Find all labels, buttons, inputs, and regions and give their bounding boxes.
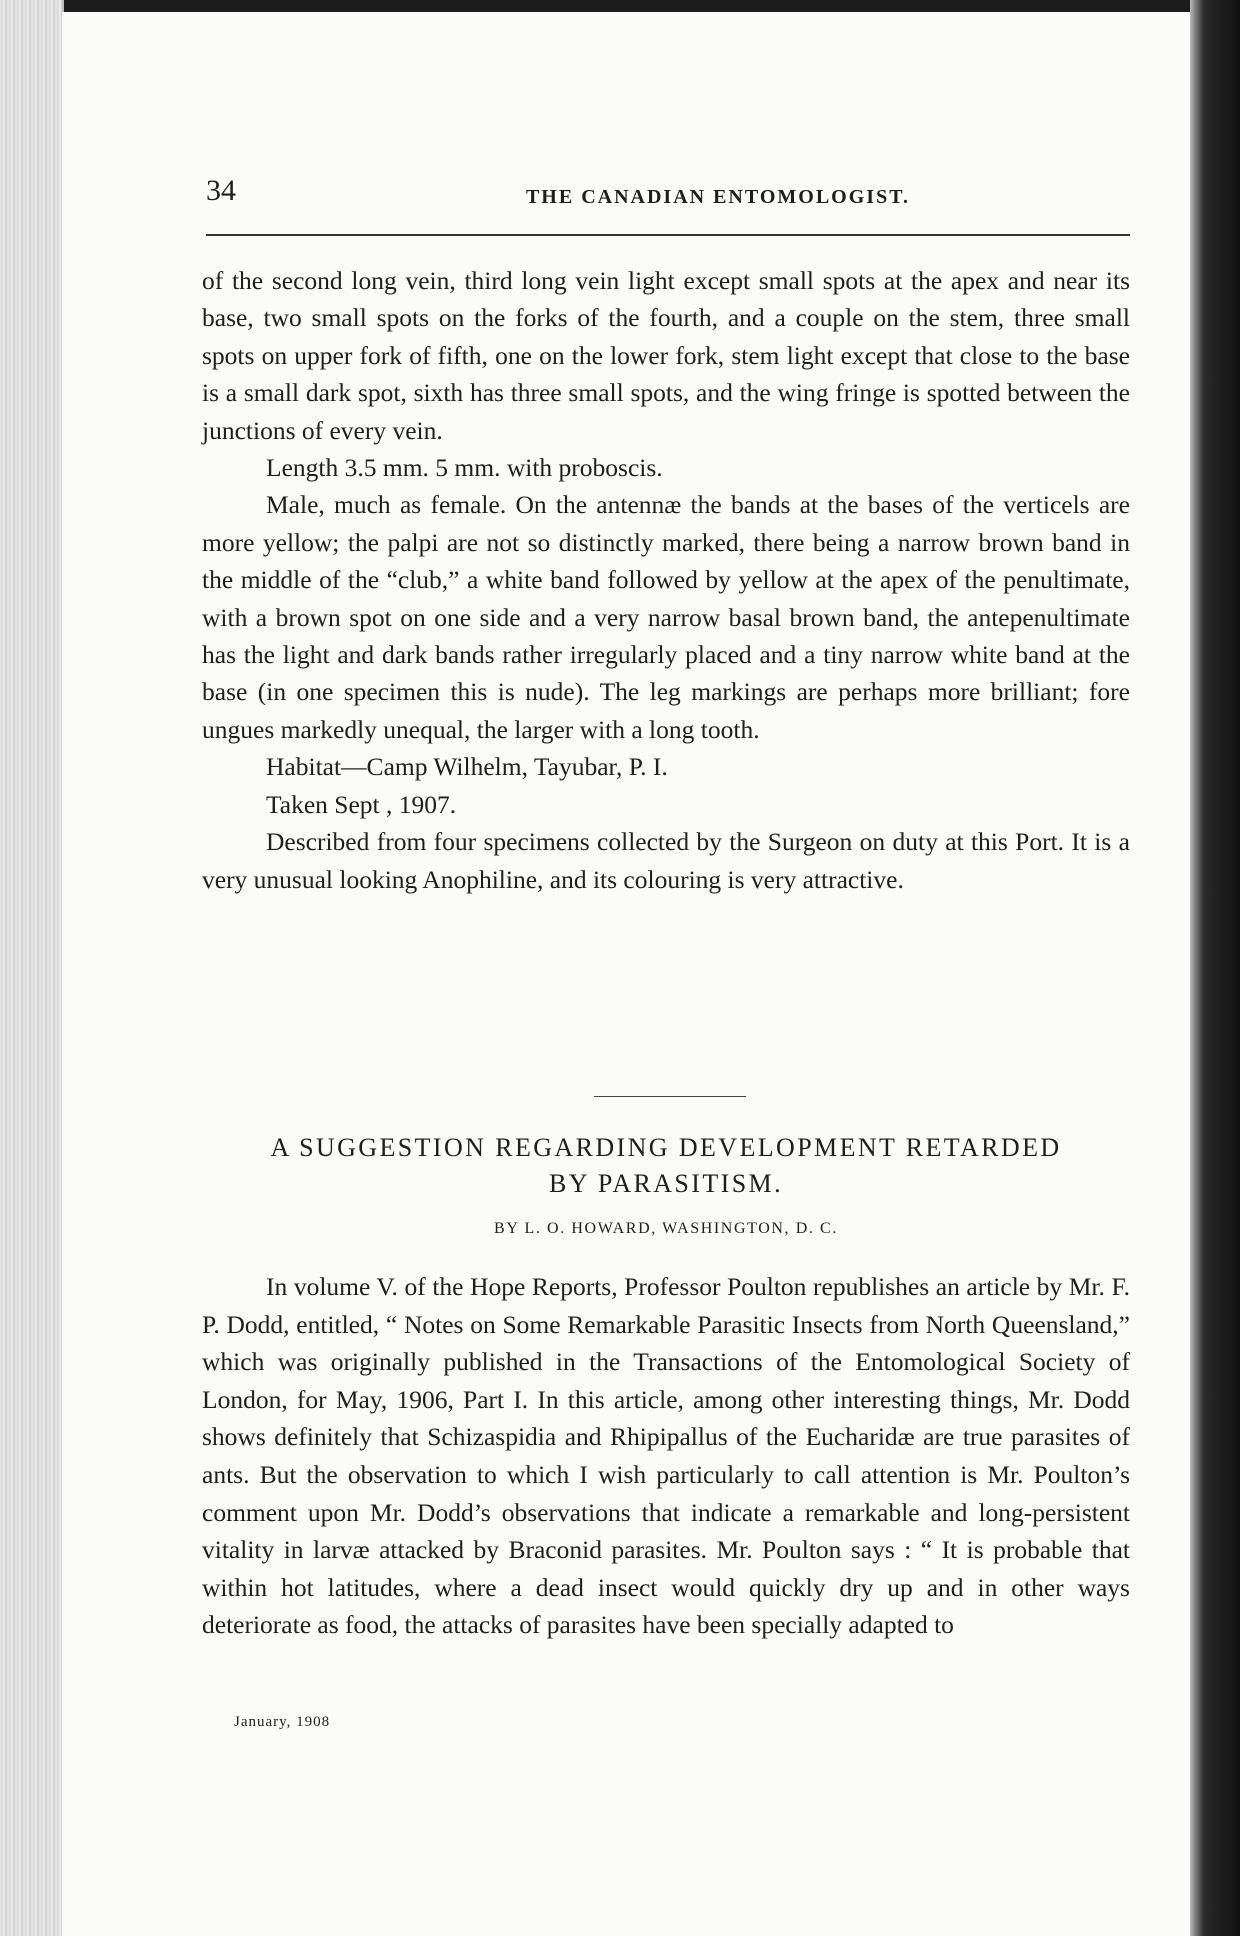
page-number: 34 <box>206 174 236 207</box>
header-rule <box>206 234 1130 236</box>
section-divider <box>594 1096 746 1097</box>
paragraph: of the second long vein, third long vein light except small spots at the apex and near its base, two small spots on the forks of the fourth, and a couple on the stem, three small spots on upper fork of fifth, one on the lower fork, stem light except that close to the base is a small dark spot, sixth has three small spots, and the wing fringe is spotted between the junctions of every vein. <box>202 266 1130 445</box>
article-title-line: BY PARASITISM. <box>549 1169 783 1198</box>
paragraph: Habitat—Camp Wilhelm, Tayubar, P. I. <box>266 752 668 782</box>
book-page-edges <box>0 0 64 1936</box>
book-page <box>62 12 1190 1936</box>
article-byline: BY L. O. HOWARD, WASHINGTON, D. C. <box>494 1220 838 1237</box>
article-title-line: A SUGGESTION REGARDING DEVELOPMENT RETARDED <box>270 1133 1062 1162</box>
running-title: THE CANADIAN ENTOMOLOGIST. <box>525 186 911 208</box>
scan-right-border <box>1190 0 1240 1936</box>
paragraph: Taken Sept , 1907. <box>266 789 457 819</box>
paragraph: Described from four specimens collected by the Surgeon on duty at this Port. It is a very unusual looking Anophiline, and its colouring is very attractive. <box>202 827 1130 894</box>
paragraph: Length 3.5 mm. 5 mm. with proboscis. <box>266 453 663 483</box>
article-body <box>202 1268 1130 1644</box>
footer-date: January, 1908 <box>234 1714 331 1730</box>
paragraph: Male, much as female. On the antennæ the bands at the bases of the verticels are more yellow; the palpi are not so distinctly marked, there being a narrow brown band in the middle of the “club,” a white band followed by yellow at the apex of the penultimate, with a brown spot on one side and a very narrow basal brown band, the antepenultimate has the light and dark bands rather irregularly placed and a tiny narrow white band at the base (in one specimen this is nude). The leg markings are perhaps more brilliant; fore ungues markedly unequal, the larger with a long tooth. <box>202 490 1130 744</box>
article-title <box>202 1130 1130 1202</box>
continued-description <box>202 262 1130 898</box>
paragraph: In volume V. of the Hope Reports, Professor Poulton republishes an article by Mr. F. P. Dodd, entitled, “ Notes on Some Remarkable Parasitic Insects from North Queensland,” which was originally published in the Transactions of the Entomological Society of London, for May, 1906, Part I. In this article, among other interesting things, Mr. Dodd shows definitely that Schizaspidia and Rhipipallus of the Eucharidæ are true parasites of ants. But the observation to which I wish particularly to call attention is Mr. Poulton’s comment upon Mr. Dodd’s observations that indicate a remarkable and long-persistent vitality in larvæ attacked by Braconid parasites. Mr. Poulton says : “ It is probable that within hot latitudes, where a dead insect would quickly dry up and in other ways deteriorate as food, the attacks of parasites have been specially adapted to <box>202 1272 1130 1640</box>
page-header <box>202 170 1194 210</box>
